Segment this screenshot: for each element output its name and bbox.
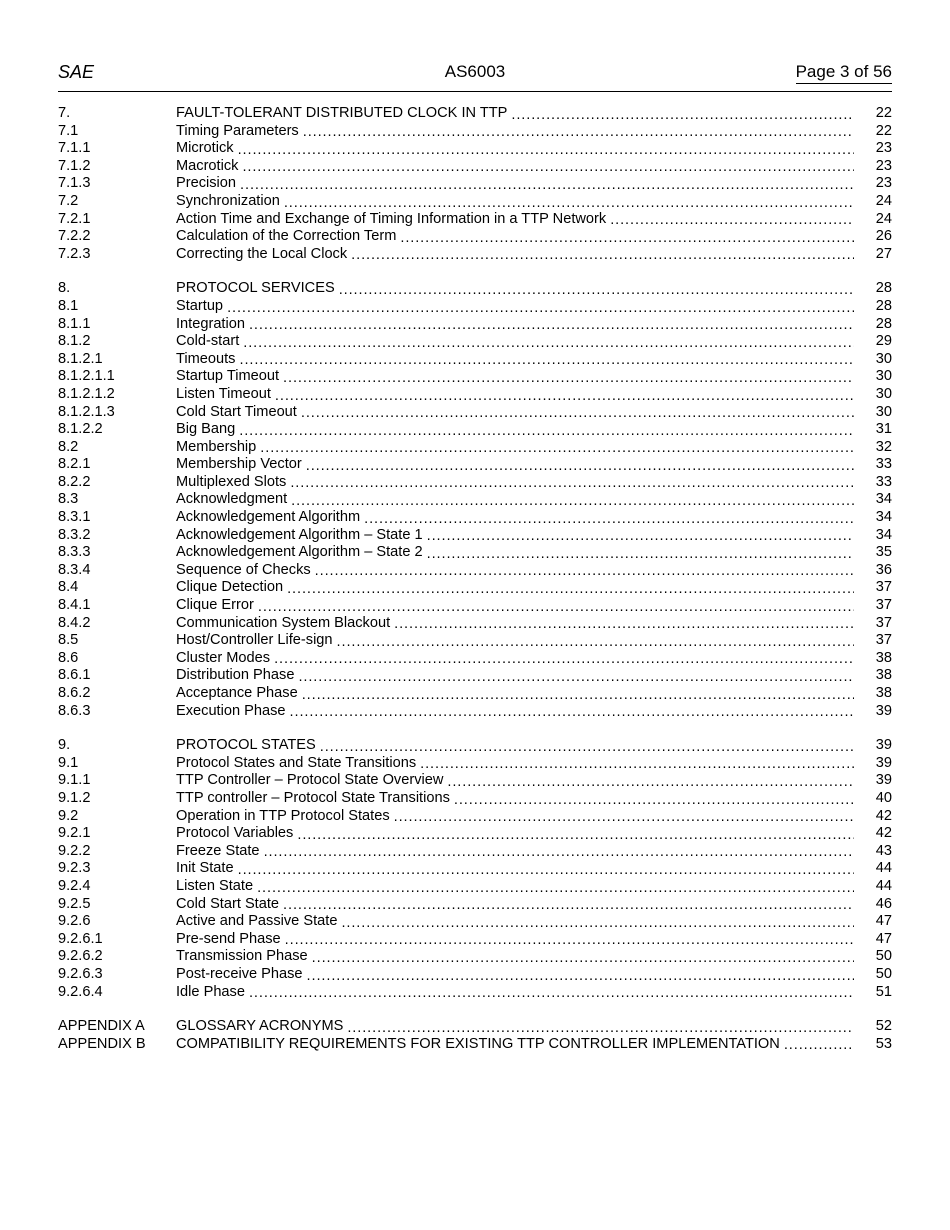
toc-leader-dots [284, 193, 854, 211]
toc-entry-title: Cold-start [176, 333, 240, 350]
toc-entry-page-number: 47 [875, 930, 892, 947]
toc-entry[interactable] [58, 667, 892, 685]
toc-entry-title: Multiplexed Slots [176, 473, 287, 490]
toc-entry-number: 9.2.6.4 [58, 983, 103, 1000]
toc-entry-page-number: 53 [875, 1035, 892, 1052]
toc-entry-page-number: 34 [875, 491, 892, 508]
toc-leader-dots [227, 298, 854, 316]
toc-entry-page-number: 50 [875, 965, 892, 982]
toc-entry-number: 9.2.4 [58, 877, 91, 894]
toc-entry[interactable] [58, 878, 892, 896]
toc-entry-number: 8.1.2.2 [58, 421, 103, 438]
toc-entry-page-number: 39 [875, 754, 892, 771]
toc-entry[interactable] [58, 931, 892, 949]
toc-entry-page-number: 36 [875, 561, 892, 578]
toc-entry-number: 8.1.2 [58, 333, 91, 350]
toc-entry-title: Communication System Blackout [176, 614, 391, 631]
toc-leader-dots [258, 597, 854, 615]
toc-entry-title: Listen Timeout [176, 385, 271, 402]
toc-entry-title: Clique Detection [176, 579, 284, 596]
toc-entry[interactable] [58, 333, 892, 351]
toc-entry-page-number: 39 [875, 737, 892, 754]
toc-entry-title: Cold Start Timeout [176, 403, 297, 420]
toc-entry-number: 8.1.2.1 [58, 350, 103, 367]
toc-entry-title: Acknowledgement Algorithm – State 1 [176, 526, 423, 543]
toc-entry[interactable] [58, 650, 892, 668]
toc-entry[interactable] [58, 966, 892, 984]
toc-entry[interactable] [58, 984, 892, 1002]
toc-entry-page-number: 37 [875, 597, 892, 614]
toc-group [58, 105, 892, 263]
toc-entry-page-number: 33 [875, 473, 892, 490]
toc-entry-title: Operation in TTP Protocol States [176, 807, 390, 824]
toc-entry-title: PROTOCOL SERVICES [176, 280, 335, 297]
toc-entry-number: 9.2.6 [58, 913, 91, 930]
toc-entry[interactable] [58, 562, 892, 580]
toc-entry-number: 9.2.5 [58, 895, 91, 912]
toc-leader-dots [427, 527, 854, 545]
toc-entry-number: 7. [58, 105, 71, 121]
toc-leader-dots [320, 737, 854, 755]
toc-entry-page-number: 22 [875, 105, 892, 121]
toc-entry-number: APPENDIX A [58, 1018, 145, 1035]
toc-leader-dots [238, 140, 854, 158]
toc-entry-title: Sequence of Checks [176, 561, 311, 578]
toc-leader-dots [264, 843, 854, 861]
toc-entry[interactable] [58, 193, 892, 211]
toc-entry-title: Acknowledgment [176, 491, 288, 508]
toc-leader-dots [260, 439, 854, 457]
toc-entry-number: 8.1.2.1.1 [58, 368, 115, 385]
toc-entry-page-number: 28 [875, 315, 892, 332]
toc-entry[interactable] [58, 948, 892, 966]
toc-entry[interactable] [58, 105, 892, 123]
toc-entry-page-number: 44 [875, 860, 892, 877]
toc-leader-dots [302, 685, 854, 703]
toc-entry-title: Membership [176, 438, 257, 455]
header-page-indicator: Page 3 of 56 [796, 62, 892, 84]
toc-leader-dots [394, 808, 854, 826]
toc-entry-title: Timing Parameters [176, 122, 299, 139]
toc-leader-dots [242, 158, 854, 176]
toc-entry-number: 8. [58, 280, 71, 297]
toc-entry[interactable] [58, 404, 892, 422]
toc-entry-number: 8.6 [58, 649, 79, 666]
toc-entry-number: 8.3 [58, 491, 79, 508]
toc-leader-dots [364, 509, 854, 527]
toc-group [58, 737, 892, 1001]
toc-entry[interactable] [58, 825, 892, 843]
toc-entry-page-number: 39 [875, 702, 892, 719]
toc-entry[interactable] [58, 474, 892, 492]
toc-entry-title: Active and Passive State [176, 913, 338, 930]
toc-entry-number: 8.6.1 [58, 667, 91, 684]
toc-entry-number: 8.3.1 [58, 509, 91, 526]
toc-entry[interactable] [58, 685, 892, 703]
toc-entry-page-number: 38 [875, 667, 892, 684]
toc-entry-title: Membership Vector [176, 456, 302, 473]
toc-entry-number: APPENDIX B [58, 1035, 146, 1052]
toc-entry-title: Clique Error [176, 597, 254, 614]
toc-entry-number: 8.1.1 [58, 315, 91, 332]
toc-entry[interactable] [58, 140, 892, 158]
toc-group [58, 1018, 892, 1053]
toc-entry-page-number: 42 [875, 807, 892, 824]
toc-entry-page-number: 28 [875, 297, 892, 314]
toc-leader-dots [784, 1036, 854, 1054]
toc-entry[interactable] [58, 509, 892, 527]
toc-entry-page-number: 30 [875, 368, 892, 385]
toc-entry-title: PROTOCOL STATES [176, 737, 316, 754]
header-divider [58, 91, 892, 92]
toc-entry-page-number: 31 [875, 421, 892, 438]
toc-entry-page-number: 22 [875, 122, 892, 139]
toc-entry-page-number: 33 [875, 456, 892, 473]
toc-leader-dots [240, 175, 854, 193]
toc-entry-page-number: 30 [875, 350, 892, 367]
toc-leader-dots [238, 860, 854, 878]
toc-leader-dots [297, 825, 854, 843]
toc-entry[interactable] [58, 615, 892, 633]
toc-entry-title: TTP Controller – Protocol State Overview [176, 772, 444, 789]
toc-entry-page-number: 24 [875, 192, 892, 209]
toc-entry-title: Acknowledgement Algorithm – State 2 [176, 544, 423, 561]
toc-entry-title: Microtick [176, 140, 234, 157]
toc-entry-number: 8.1 [58, 297, 79, 314]
toc-entry-page-number: 35 [875, 544, 892, 561]
toc-entry-page-number: 37 [875, 579, 892, 596]
toc-entry[interactable] [58, 843, 892, 861]
toc-entry-page-number: 51 [875, 983, 892, 1000]
toc-leader-dots [394, 615, 854, 633]
toc-entry-page-number: 42 [875, 825, 892, 842]
toc-entry-number: 8.3.2 [58, 526, 91, 543]
toc-entry[interactable] [58, 351, 892, 369]
toc-entry-page-number: 37 [875, 614, 892, 631]
toc-leader-dots [610, 211, 854, 229]
toc-entry[interactable] [58, 913, 892, 931]
toc-leader-dots [257, 878, 854, 896]
toc-entry-title: Integration [176, 315, 245, 332]
toc-entry-page-number: 50 [875, 948, 892, 965]
toc-entry-number: 9. [58, 737, 71, 754]
toc-entry[interactable] [58, 860, 892, 878]
toc-entry-number: 8.2 [58, 438, 79, 455]
toc-entry-page-number: 23 [875, 175, 892, 192]
toc-leader-dots [315, 562, 854, 580]
toc-entry-title: GLOSSARY ACRONYMS [176, 1018, 344, 1035]
toc-entry-title: COMPATIBILITY REQUIREMENTS FOR EXISTING TTP CONTROLLER IMPLEMENTATION [176, 1035, 780, 1052]
toc-entry-title: Listen State [176, 877, 254, 894]
toc-entry-page-number: 34 [875, 509, 892, 526]
toc-leader-dots [427, 544, 854, 562]
toc-entry[interactable] [58, 316, 892, 334]
toc-entry-number: 9.2.6.3 [58, 965, 103, 982]
toc-entry[interactable] [58, 896, 892, 914]
toc-entry-page-number: 39 [875, 772, 892, 789]
toc-leader-dots [283, 368, 854, 386]
toc-entry[interactable] [58, 579, 892, 597]
toc-entry[interactable] [58, 298, 892, 316]
toc-entry[interactable] [58, 597, 892, 615]
toc-group-spacer [58, 1001, 892, 1018]
toc-entry-page-number: 30 [875, 403, 892, 420]
toc-entry-number: 8.1.2.1.2 [58, 385, 115, 402]
toc-entry-title: Host/Controller Life-sign [176, 632, 333, 649]
toc-leader-dots [511, 105, 854, 123]
toc-entry[interactable] [58, 421, 892, 439]
toc-entry[interactable] [58, 632, 892, 650]
toc-entry-title: Init State [176, 860, 234, 877]
toc-entry-page-number: 24 [875, 210, 892, 227]
toc-leader-dots [287, 579, 854, 597]
toc-entry-title: Cold Start State [176, 895, 280, 912]
toc-entry-number: 8.4.2 [58, 614, 91, 631]
toc-entry[interactable] [58, 1036, 892, 1054]
toc-entry-number: 9.1 [58, 754, 79, 771]
toc-entry-number: 7.2 [58, 192, 79, 209]
toc-entry-page-number: 46 [875, 895, 892, 912]
toc-entry-page-number: 23 [875, 157, 892, 174]
header-document-number: AS6003 [444, 62, 506, 81]
toc-entry-title: Big Bang [176, 421, 236, 438]
toc-entry-page-number: 47 [875, 913, 892, 930]
toc-leader-dots [291, 491, 854, 509]
toc-entry-number: 9.1.1 [58, 772, 91, 789]
toc-entry-title: Macrotick [176, 157, 239, 174]
toc-entry-number: 9.2.1 [58, 825, 91, 842]
toc-entry-number: 8.5 [58, 632, 79, 649]
toc-leader-dots [239, 351, 854, 369]
toc-leader-dots [249, 316, 854, 334]
toc-entry[interactable] [58, 772, 892, 790]
toc-leader-dots [306, 456, 854, 474]
toc-entry-page-number: 29 [875, 333, 892, 350]
toc-leader-dots [275, 386, 854, 404]
toc-entry-page-number: 23 [875, 140, 892, 157]
toc-entry[interactable] [58, 246, 892, 264]
toc-leader-dots [285, 931, 854, 949]
toc-leader-dots [249, 984, 854, 1002]
toc-leader-dots [339, 280, 854, 298]
toc-entry-number: 7.2.2 [58, 228, 91, 245]
toc-entry-title: Timeouts [176, 350, 236, 367]
header-organization: SAE [58, 62, 95, 82]
toc-entry-title: Startup [176, 297, 224, 314]
toc-entry[interactable] [58, 123, 892, 141]
toc-entry-page-number: 26 [875, 228, 892, 245]
toc-entry-title: Protocol Variables [176, 825, 294, 842]
toc-entry-title: Synchronization [176, 192, 280, 209]
toc-leader-dots [447, 772, 854, 790]
toc-leader-dots [307, 966, 854, 984]
toc-entry[interactable] [58, 175, 892, 193]
toc-entry[interactable] [58, 703, 892, 721]
page-header [58, 62, 892, 88]
toc-entry-number: 7.2.3 [58, 245, 91, 262]
table-of-contents [58, 105, 892, 1053]
toc-entry-title: Freeze State [176, 842, 260, 859]
toc-leader-dots [347, 1018, 854, 1036]
toc-leader-dots [274, 650, 854, 668]
toc-entry-page-number: 28 [875, 280, 892, 297]
toc-entry-number: 8.3.4 [58, 561, 91, 578]
toc-group-spacer [58, 263, 892, 280]
toc-entry-title: Correcting the Local Clock [176, 245, 348, 262]
toc-entry[interactable] [58, 1018, 892, 1036]
toc-entry-number: 9.2.3 [58, 860, 91, 877]
toc-entry-title: Execution Phase [176, 702, 286, 719]
toc-entry-title: Calculation of the Correction Term [176, 228, 397, 245]
toc-entry-number: 8.2.1 [58, 456, 91, 473]
toc-entry[interactable] [58, 386, 892, 404]
toc-leader-dots [239, 421, 854, 439]
toc-entry-number: 8.3.3 [58, 544, 91, 561]
toc-entry-page-number: 27 [875, 245, 892, 262]
toc-group-spacer [58, 720, 892, 737]
toc-entry-number: 9.2.6.1 [58, 930, 103, 947]
toc-entry-title: Startup Timeout [176, 368, 280, 385]
toc-entry-number: 8.4.1 [58, 597, 91, 614]
toc-leader-dots [420, 755, 854, 773]
toc-entry-page-number: 38 [875, 649, 892, 666]
toc-entry[interactable] [58, 439, 892, 457]
toc-entry-number: 9.2.6.2 [58, 948, 103, 965]
toc-leader-dots [298, 667, 854, 685]
toc-leader-dots [303, 123, 854, 141]
toc-entry-title: FAULT-TOLERANT DISTRIBUTED CLOCK IN TTP [176, 105, 508, 121]
toc-entry-page-number: 32 [875, 438, 892, 455]
toc-leader-dots [400, 228, 854, 246]
toc-entry-number: 7.1 [58, 122, 79, 139]
toc-entry-title: Cluster Modes [176, 649, 271, 666]
toc-entry-title: Pre-send Phase [176, 930, 281, 947]
toc-leader-dots [283, 896, 854, 914]
toc-entry-number: 8.6.3 [58, 702, 91, 719]
toc-leader-dots [341, 913, 854, 931]
toc-entry[interactable] [58, 755, 892, 773]
toc-entry-title: Idle Phase [176, 983, 245, 1000]
toc-entry-title: Distribution Phase [176, 667, 295, 684]
toc-leader-dots [243, 333, 854, 351]
toc-entry-title: TTP controller – Protocol State Transitions [176, 789, 450, 806]
toc-entry-number: 7.1.1 [58, 140, 91, 157]
toc-entry[interactable] [58, 790, 892, 808]
toc-group [58, 280, 892, 720]
toc-entry-page-number: 37 [875, 632, 892, 649]
toc-entry[interactable] [58, 808, 892, 826]
toc-entry-number: 9.2.2 [58, 842, 91, 859]
toc-leader-dots [290, 703, 854, 721]
toc-entry-title: Precision [176, 175, 237, 192]
toc-entry-title: Protocol States and State Transitions [176, 754, 417, 771]
toc-entry-title: Transmission Phase [176, 948, 308, 965]
toc-entry-number: 8.4 [58, 579, 79, 596]
toc-entry[interactable] [58, 158, 892, 176]
toc-entry-page-number: 38 [875, 685, 892, 701]
toc-leader-dots [312, 948, 854, 966]
toc-entry-page-number: 40 [875, 789, 892, 806]
toc-entry-number: 9.2 [58, 807, 79, 824]
toc-entry[interactable] [58, 368, 892, 386]
toc-leader-dots [301, 404, 854, 422]
toc-entry[interactable] [58, 737, 892, 755]
toc-entry[interactable] [58, 228, 892, 246]
toc-entry-page-number: 34 [875, 526, 892, 543]
toc-leader-dots [290, 474, 854, 492]
toc-leader-dots [351, 246, 854, 264]
toc-entry-number: 7.1.3 [58, 175, 91, 192]
toc-entry-number: 8.6.2 [58, 685, 91, 701]
toc-entry-number: 9.1.2 [58, 789, 91, 806]
toc-entry-page-number: 43 [875, 842, 892, 859]
toc-entry-title: Acknowledgement Algorithm [176, 509, 361, 526]
toc-entry-number: 7.1.2 [58, 157, 91, 174]
toc-entry[interactable] [58, 456, 892, 474]
toc-entry-page-number: 52 [875, 1018, 892, 1035]
toc-entry-page-number: 30 [875, 385, 892, 402]
toc-entry-title: Post-receive Phase [176, 965, 303, 982]
toc-leader-dots [337, 632, 854, 650]
toc-entry[interactable] [58, 491, 892, 509]
toc-entry-number: 7.2.1 [58, 210, 91, 227]
toc-entry[interactable] [58, 280, 892, 298]
toc-entry[interactable] [58, 544, 892, 562]
toc-leader-dots [454, 790, 854, 808]
toc-entry-title: Action Time and Exchange of Timing Information in a TTP Network [176, 210, 607, 227]
toc-entry[interactable] [58, 527, 892, 545]
toc-entry-page-number: 44 [875, 877, 892, 894]
toc-entry-number: 8.2.2 [58, 473, 91, 490]
toc-entry[interactable] [58, 211, 892, 229]
toc-entry-number: 8.1.2.1.3 [58, 403, 115, 420]
toc-entry-title: Acceptance Phase [176, 685, 298, 701]
